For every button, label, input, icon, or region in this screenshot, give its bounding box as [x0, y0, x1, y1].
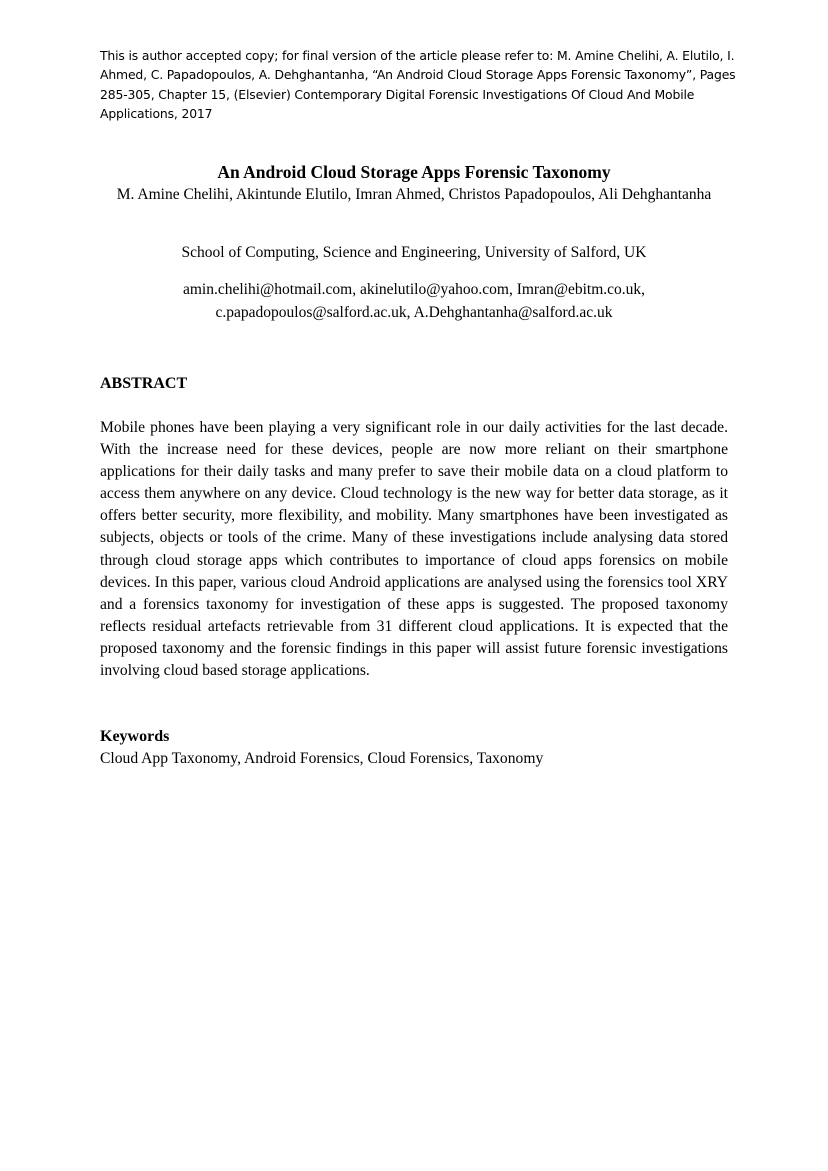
affiliation: School of Computing, Science and Engineering, University of Salford, UK — [181, 244, 647, 261]
keywords-text: Cloud App Taxonomy, Android Forensics, Cloud Forensics, Taxonomy — [100, 750, 544, 767]
author-list: M. Amine Chelihi, Akintunde Elutilo, Imran Ahmed, Christos Papadopoulos, Ali Dehghantanha — [116, 186, 712, 203]
abstract-text: Mobile phones have been playing a very significant role in our daily activities for the last decade. With the increase need for these devices, people are now more reliant on their smartphone applications for their daily tasks and many prefer to save their mobile data on a cloud platform to access them anywhere on any device. Cloud technology is the new way for better data storage, as it offers better security, more flexibility, and mobility. Many smartphones have been investigated as subjects, objects or tools of the crime. Many of these investigations include analysing data stored through cloud storage apps which contributes to importance of cloud apps forensics on mobile devices. In this paper, various cloud Android applications are analysed using the forensics tool XRY and a forensics taxonomy for investigation of these apps is suggested. The proposed taxonomy reflects residual artefacts retrievable from 31 different cloud applications. It is expected that the proposed taxonomy and the forensic findings in this paper will assist future forensic investigations involving cloud based storage applications. — [100, 419, 728, 680]
author-emails: amin.chelihi@hotmail.com, akinelutilo@yahoo.com, Imran@ebitm.co.uk, c.papadopoulos@salford.ac.uk, A.Dehghantanha@salford.ac.uk — [182, 281, 646, 321]
publication-notice: This is author accepted copy; for final version of the article please refer to: M. Amine Chelihi, A. Elutilo, I. Ahmed, C. Papadopoulos, A. Dehghantanha, “An Android Cloud Storage Apps Forensic Taxonomy”, Pages 285-305, Chapter 15, (Elsevier) Contemporary Digital Forensic Investigations Of Cloud And Mobile Applications, 2017 — [100, 48, 736, 121]
paper-title: An Android Cloud Storage Apps Forensic Taxonomy — [217, 162, 611, 182]
abstract-heading: ABSTRACT — [100, 375, 188, 392]
keywords-heading: Keywords — [100, 728, 170, 745]
